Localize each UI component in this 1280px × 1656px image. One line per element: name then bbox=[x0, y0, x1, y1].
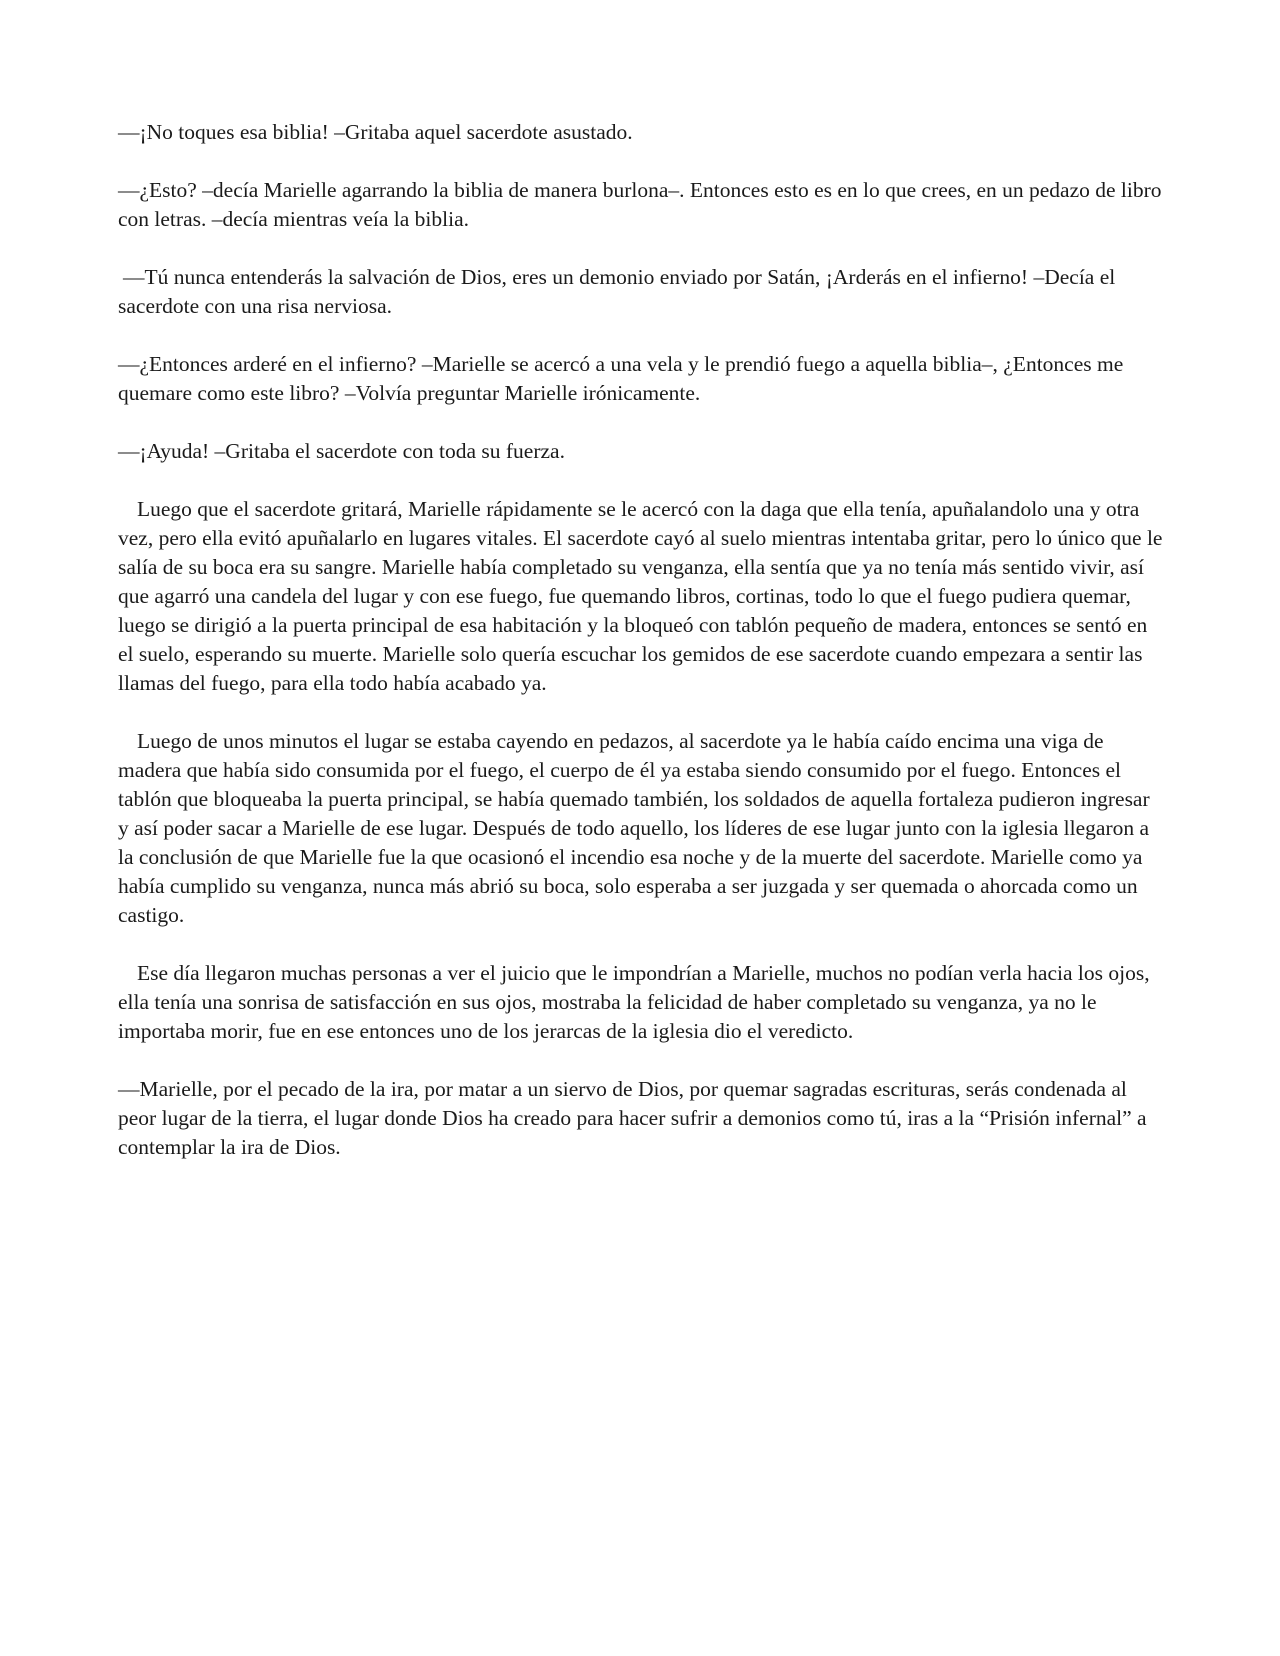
dialogue-paragraph: —¿Entonces arderé en el infierno? –Marielle se acercó a una vela y le prendió fuego a aquella biblia–, ¿Entonces me quemare como este libro? –Volvía preguntar Marielle irónicamente. bbox=[118, 352, 1124, 405]
narrative-paragraph: Ese día llegaron muchas personas a ver el juicio que le impondrían a Marielle, muchos no podían verla hacia los ojos, ella tenía una sonrisa de satisfacción en sus ojos, mostraba la felicidad de haber completado su venganza, ya no le importaba morir, fue en ese entonces uno de los jerarcas de la iglesia dio el veredicto. bbox=[118, 961, 1150, 1043]
dialogue-paragraph: —¡No toques esa biblia! –Gritaba aquel sacerdote asustado. bbox=[118, 120, 633, 144]
dialogue-paragraph: —Marielle, por el pecado de la ira, por matar a un siervo de Dios, por quemar sagradas escrituras, serás condenada al peor lugar de la tierra, el lugar donde Dios ha creado para hacer sufrir a demonios como tú, iras a la “Prisión infernal” a contemplar la ira de Dios. bbox=[118, 1077, 1147, 1159]
dialogue-paragraph: —¡Ayuda! –Gritaba el sacerdote con toda su fuerza. bbox=[118, 439, 565, 463]
narrative-paragraph: Luego que el sacerdote gritará, Marielle rápidamente se le acercó con la daga que ella tenía, apuñalandolo una y otra vez, pero ella evitó apuñalarlo en lugares vitales. El sacerdote cayó al suelo mientras intentaba gritar, pero lo único que le salía de su boca era su sangre. Marielle había completado su venganza, ella sentía que ya no tenía más sentido vivir, así que agarró una candela del lugar y con ese fuego, fue quemando libros, cortinas, todo lo que el fuego pudiera quemar, luego se dirigió a la puerta principal de esa habitación y la bloqueó con tablón pequeño de madera, entonces se sentó en el suelo, esperando su muerte. Marielle solo quería escuchar los gemidos de ese sacerdote cuando empezara a sentir las llamas del fuego, para ella todo había acabado ya. bbox=[118, 497, 1163, 695]
narrative-paragraph: Luego de unos minutos el lugar se estaba cayendo en pedazos, al sacerdote ya le había caído encima una viga de madera que había sido consumida por el fuego, el cuerpo de él ya estaba siendo consumido por el fuego. Entonces el tablón que bloqueaba la puerta principal, se había quemado también, los soldados de aquella fortaleza pudieron ingresar y así poder sacar a Marielle de ese lugar. Después de todo aquello, los líderes de ese lugar junto con la iglesia llegaron a la conclusión de que Marielle fue la que ocasionó el incendio esa noche y de la muerte del sacerdote. Marielle como ya había cumplido su venganza, nunca más abrió su boca, solo esperaba a ser juzgada y ser quemada o ahorcada como un castigo. bbox=[118, 729, 1150, 927]
dialogue-paragraph: —¿Esto? –decía Marielle agarrando la biblia de manera burlona–. Entonces esto es en lo que crees, en un pedazo de libro con letras. –decía mientras veía la biblia. bbox=[118, 178, 1162, 231]
document-page bbox=[118, 118, 1163, 1191]
dialogue-paragraph: —Tú nunca entenderás la salvación de Dios, eres un demonio enviado por Satán, ¡Arderás en el infierno! –Decía el sacerdote con una risa nerviosa. bbox=[118, 265, 1116, 318]
